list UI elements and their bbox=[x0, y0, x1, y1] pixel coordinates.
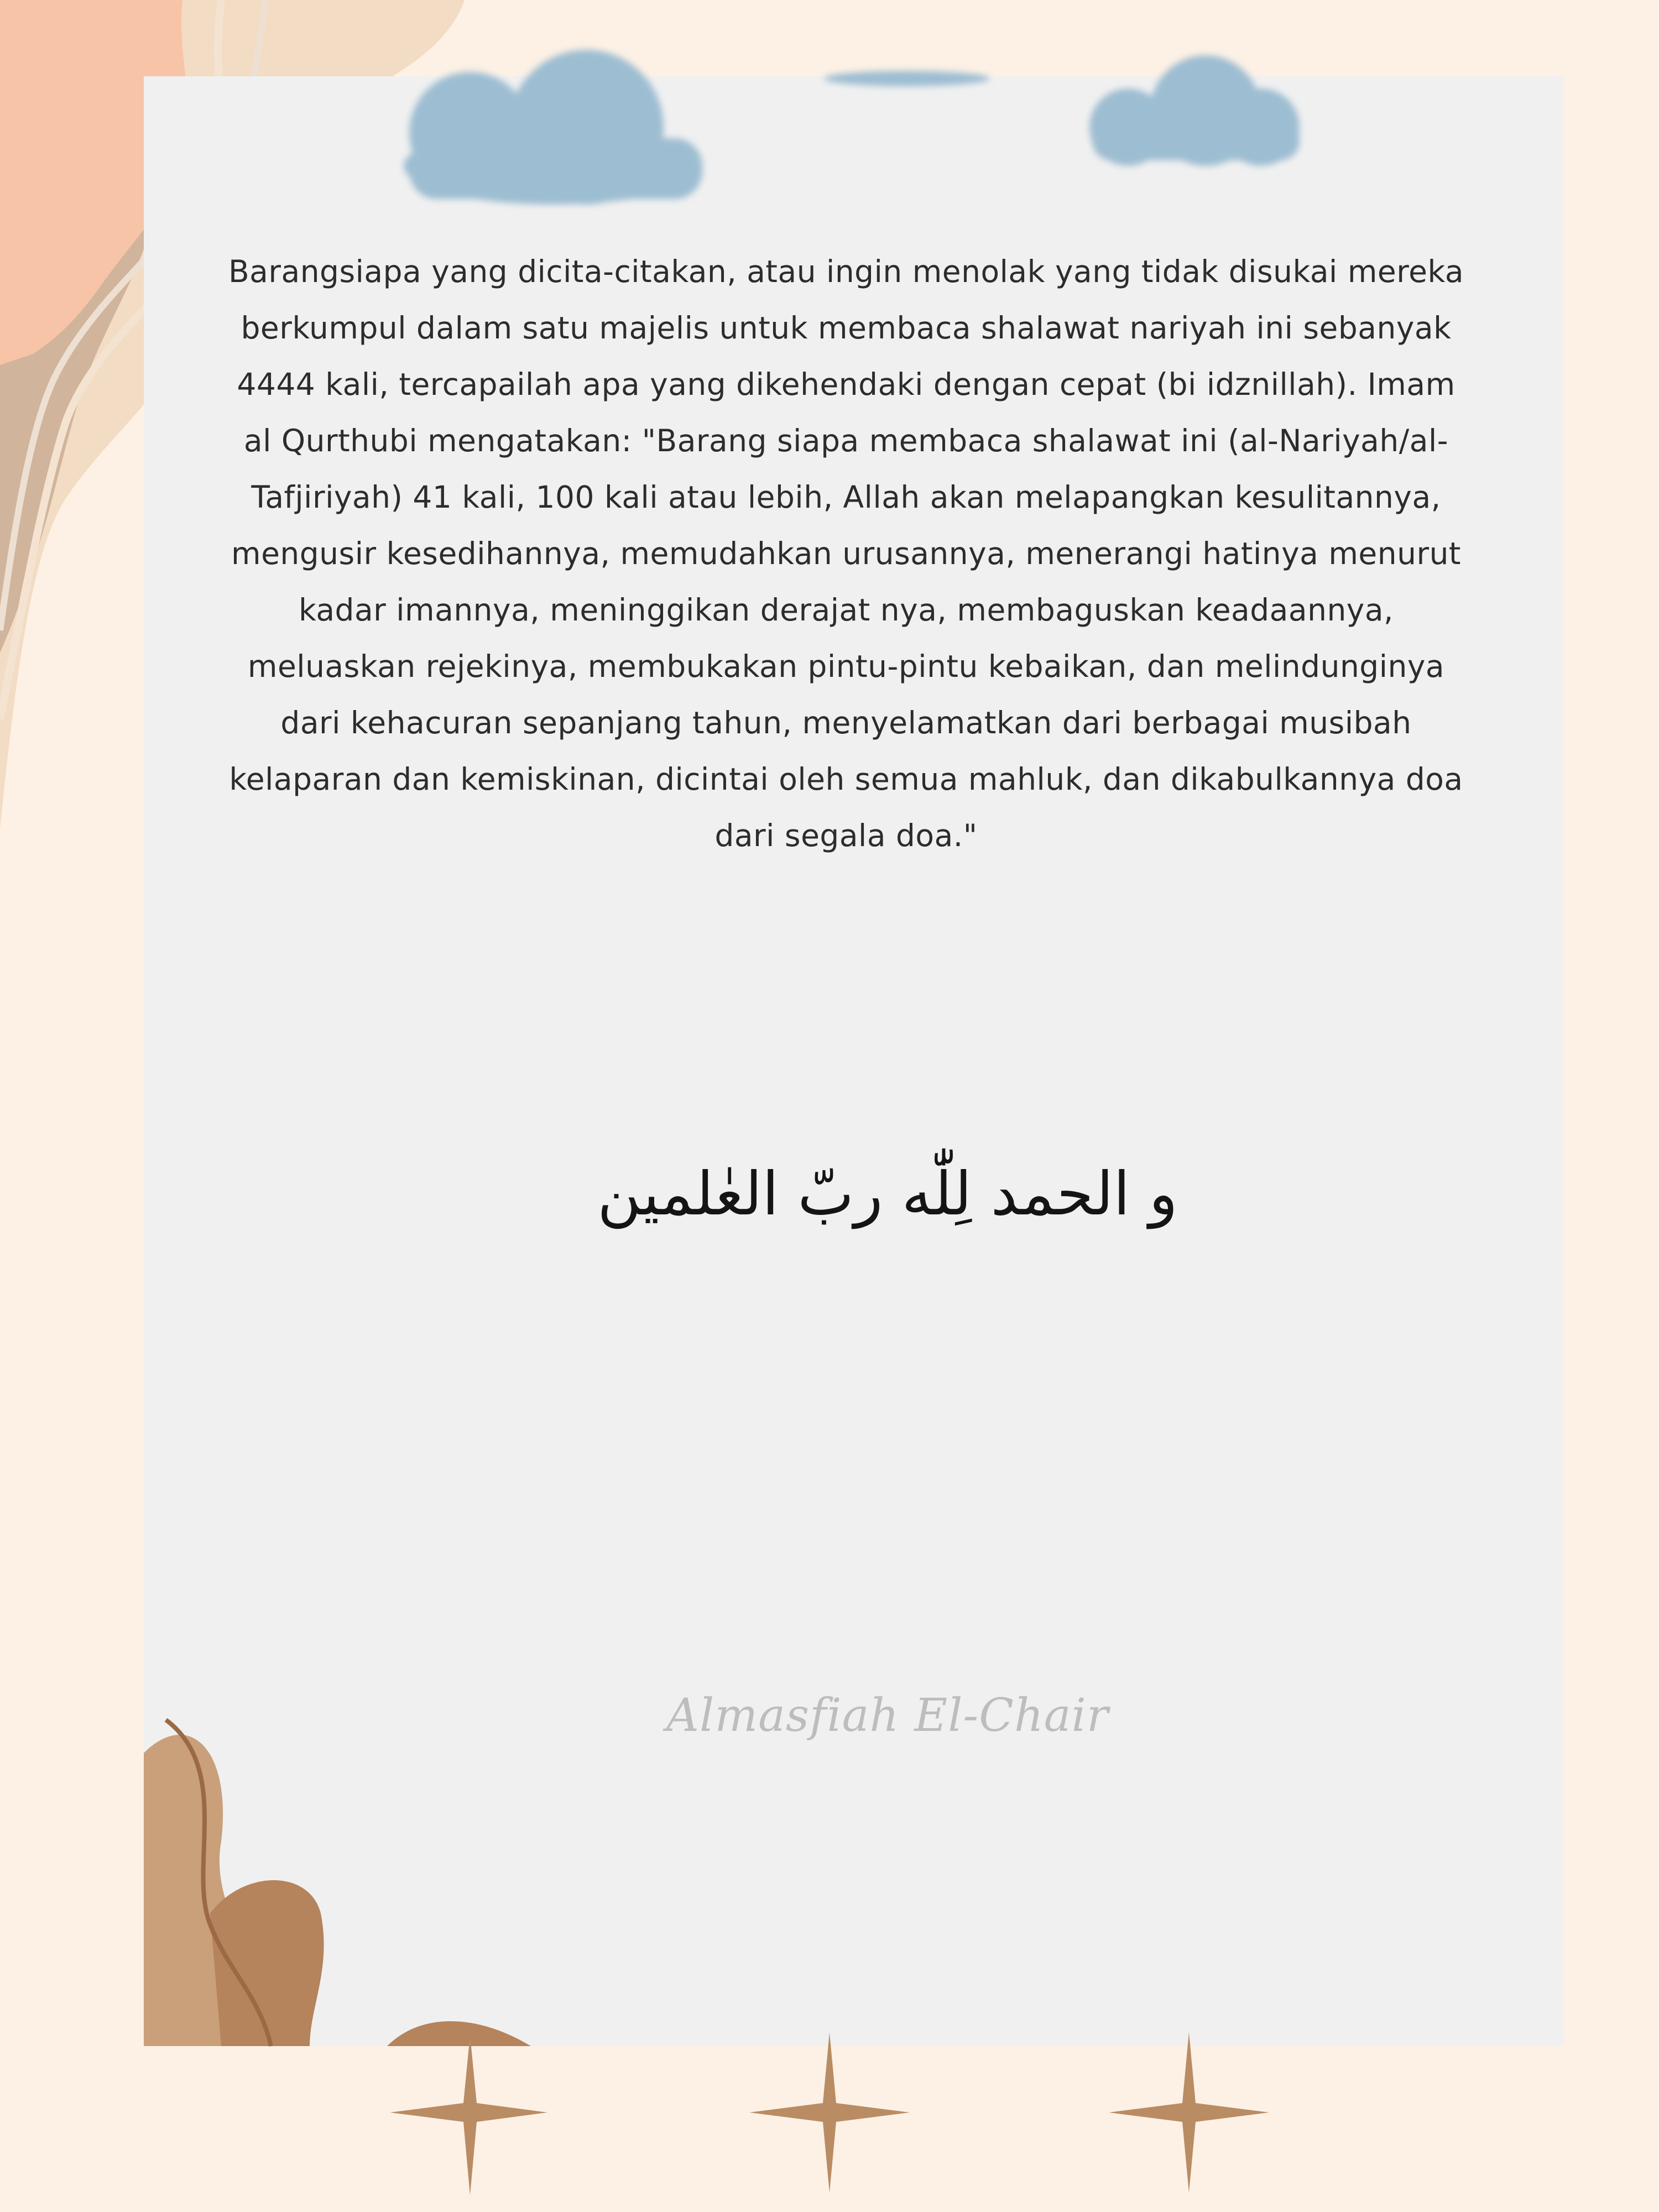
author-signature: Almasfiah El-Chair bbox=[666, 1689, 1109, 1742]
body-paragraph: Barangsiapa yang dicita-citakan, atau ingin menolak yang tidak disukai mereka berkumpul dalam satu majelis untuk membaca shalawat nariyah ini sebanyak 4444 kali, tercapailah apa yang dikehendaki dengan cepat (bi idznillah). Imam al Qurthubi mengatakan: "Barang siapa membaca shalawat ini (al-Nariyah/al-Tafjiriyah) 41 kali, 100 kali atau lebih, Allah akan melapangkan kesulitannya, mengusir kesedihannya, memudahkan urusannya, menerangi hatinya menurut kadar imannya, meninggikan derajat nya, membaguskan keadaannya, meluaskan rejekinya, membukakan pintu-pintu kebaikan, dan melindunginya dari kehacuran sepanjang tahun, menyelamatkan dari berbagai musibah kelaparan dan kemiskinan, dicintai oleh semua mahluk, dan dikabulkannya doa dari segala doa." bbox=[228, 254, 1464, 853]
arabic-closing-phrase: و الحمد لِلّٰه ربّ العٰلمين bbox=[597, 1160, 1178, 1229]
